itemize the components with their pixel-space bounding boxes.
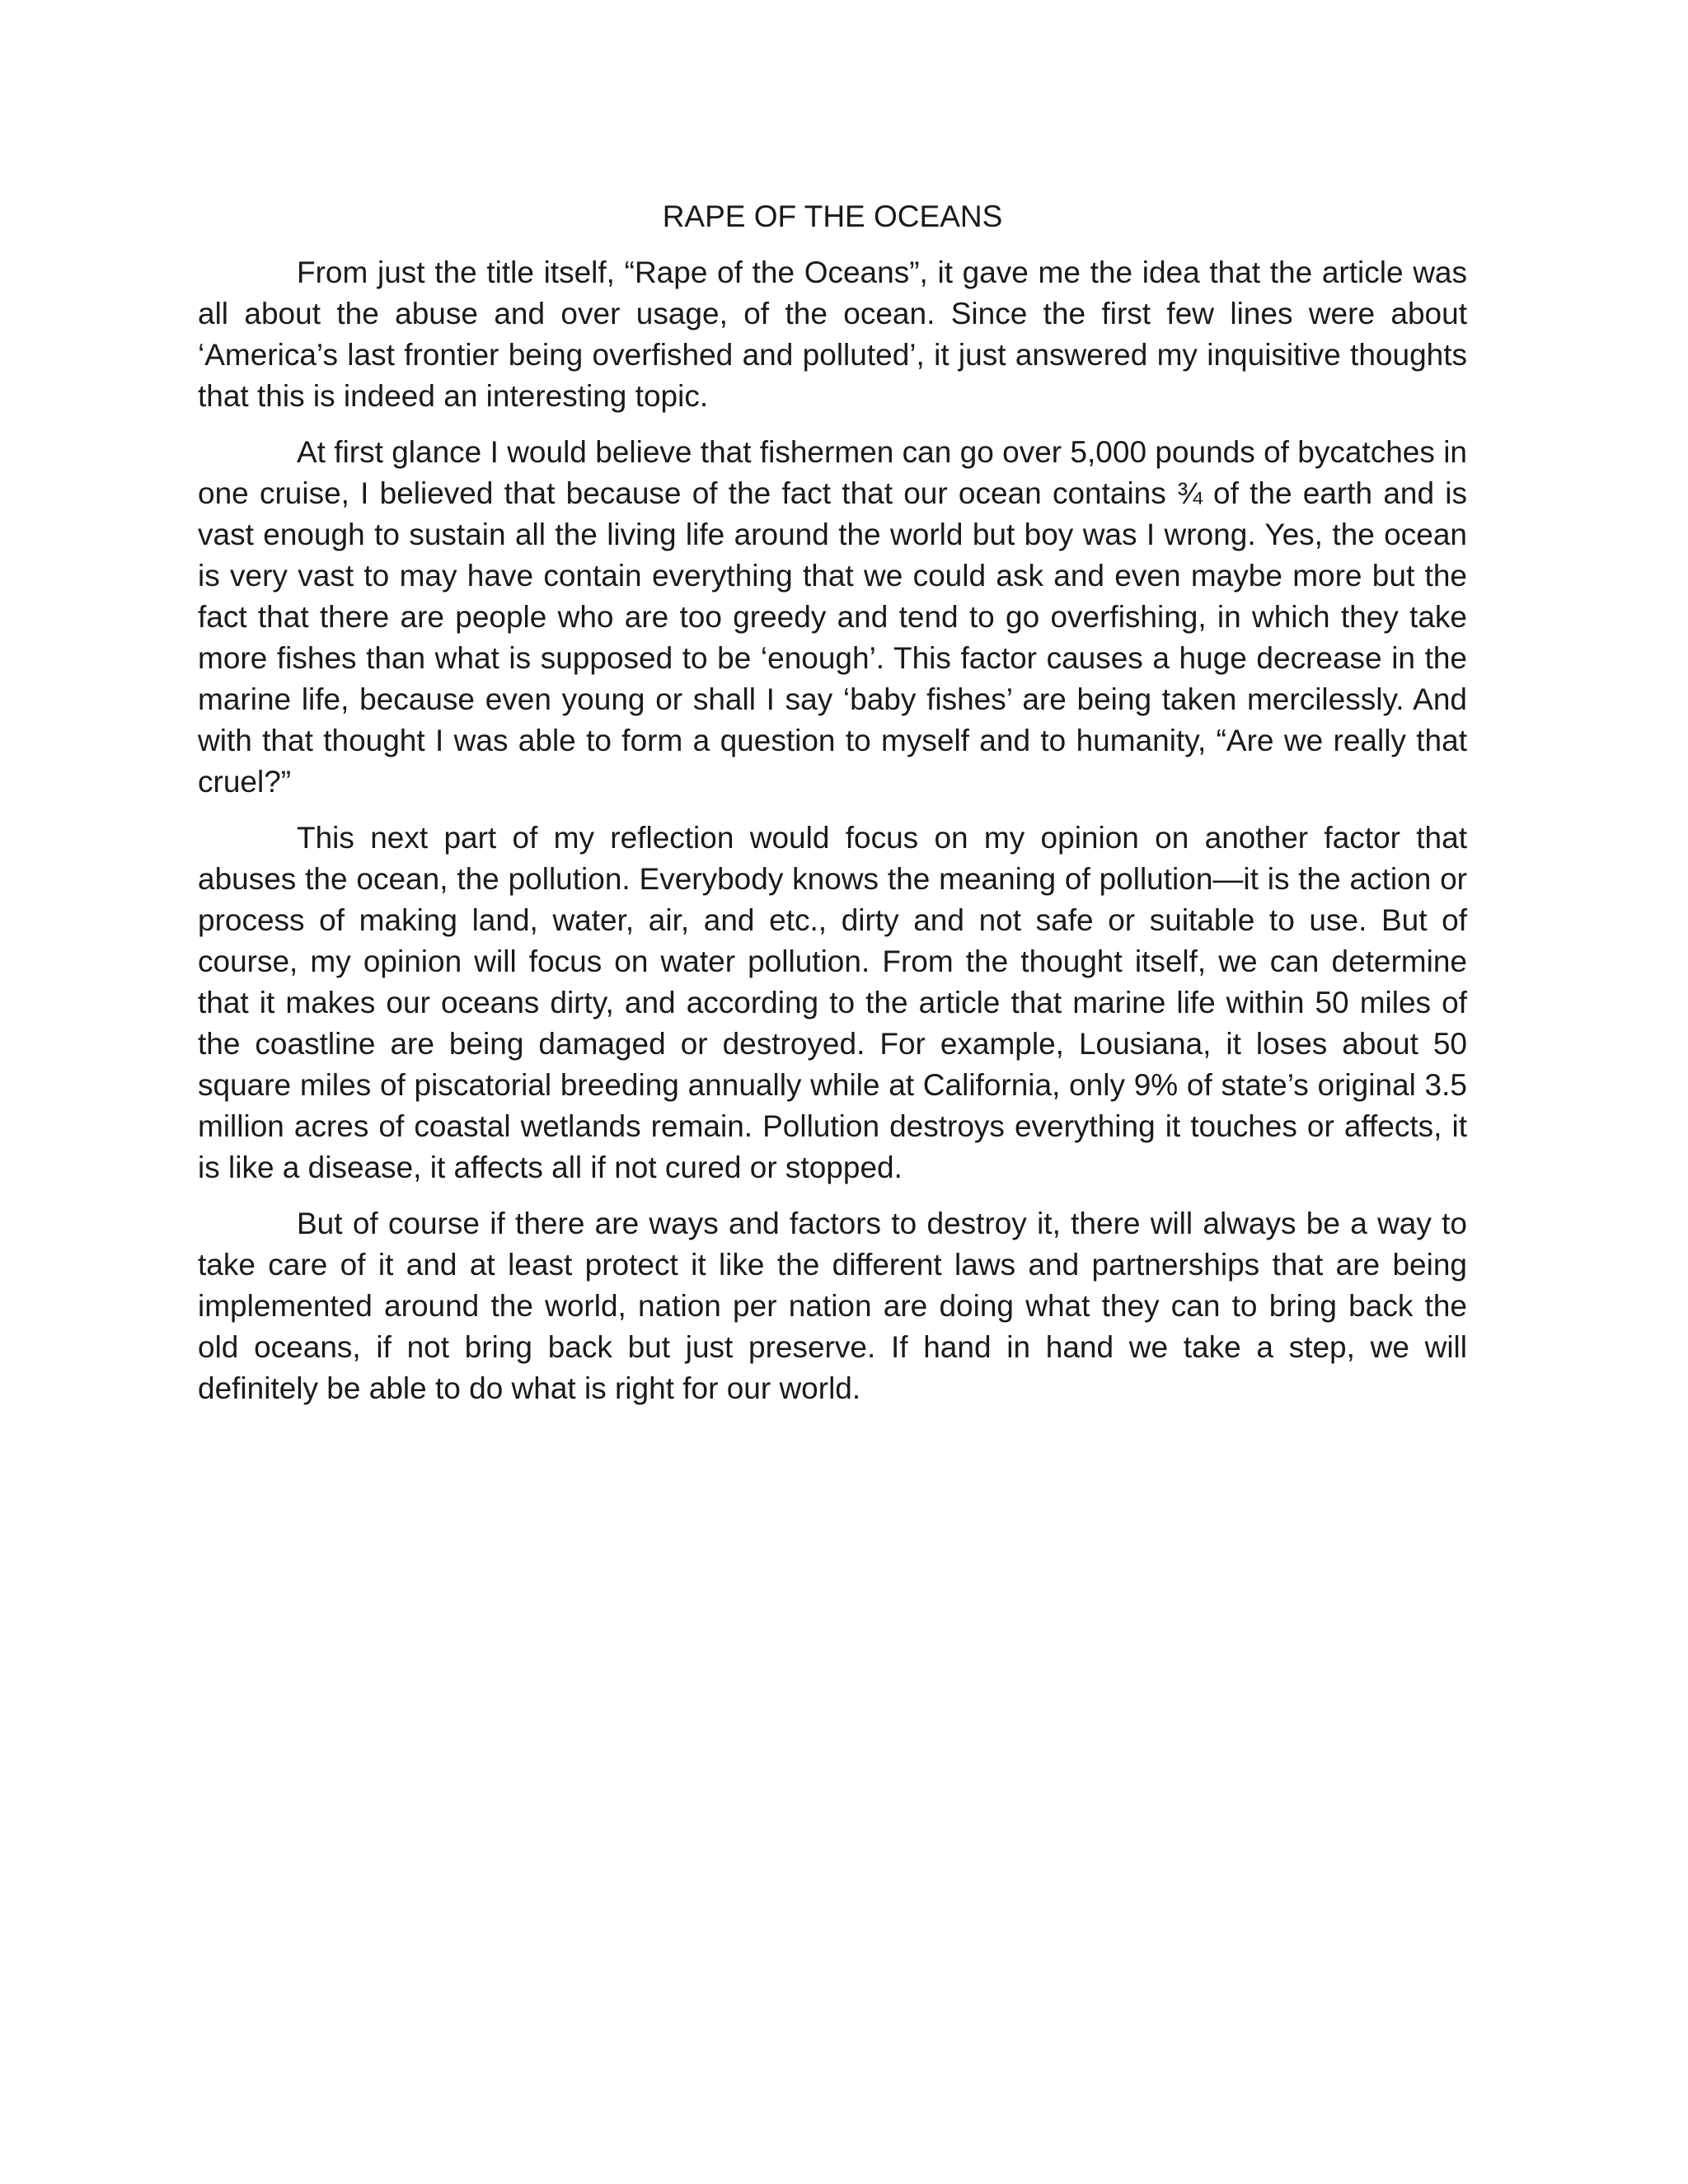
document-body: [198, 196, 1467, 1424]
paragraph-1: From just the title itself, “Rape of the Oceans”, it gave me the idea that the article was all about the abuse and over usage, of the ocean. Since the first few lines were about ‘America’s last frontier being overfished and polluted’, it just answered my inquisitive thoughts that this is indeed an interesting topic.: [198, 255, 1467, 413]
paragraph-3: This next part of my reflection would focus on my opinion on another factor that abuses the ocean, the pollution. Everybody knows the meaning of pollution—it is the action or process of making land, water, air, and etc., dirty and not safe or suitable to use. But of course, my opinion will focus on water pollution. From the thought itself, we can determine that it makes our oceans dirty, and according to the article that marine life within 50 miles of the coastline are being damaged or destroyed. For example, Lousiana, it loses about 50 square miles of piscatorial breeding annually while at California, only 9% of state’s original 3.5 million acres of coastal wetlands remain. Pollution destroys everything it touches or affects, it is like a disease, it affects all if not cured or stopped.: [198, 821, 1467, 1184]
paragraph-2: At first glance I would believe that fishermen can go over 5,000 pounds of bycatches in one cruise, I believed that because of the fact that our ocean contains ¾ of the earth and is vast enough to sustain all the living life around the world but boy was I wrong. Yes, the ocean is very vast to may have contain everything that we could ask and even maybe more but the fact that there are people who are too greedy and tend to go overfishing, in which they take more fishes than what is supposed to be ‘enough’. This factor causes a huge decrease in the marine life, because even young or shall I say ‘baby fishes’ are being taken mercilessly. And with that thought I was able to form a question to myself and to humanity, “Are we really that cruel?”: [198, 435, 1467, 799]
document-title: RAPE OF THE OCEANS: [662, 199, 1003, 233]
paragraph-4: But of course if there are ways and factors to destroy it, there will always be a way to take care of it and at least protect it like the different laws and partnerships that are being implemented around the world, nation per nation are doing what they can to bring back the old oceans, if not bring back but just preserve. If hand in hand we take a step, we will definitely be able to do what is right for our world.: [198, 1207, 1467, 1405]
